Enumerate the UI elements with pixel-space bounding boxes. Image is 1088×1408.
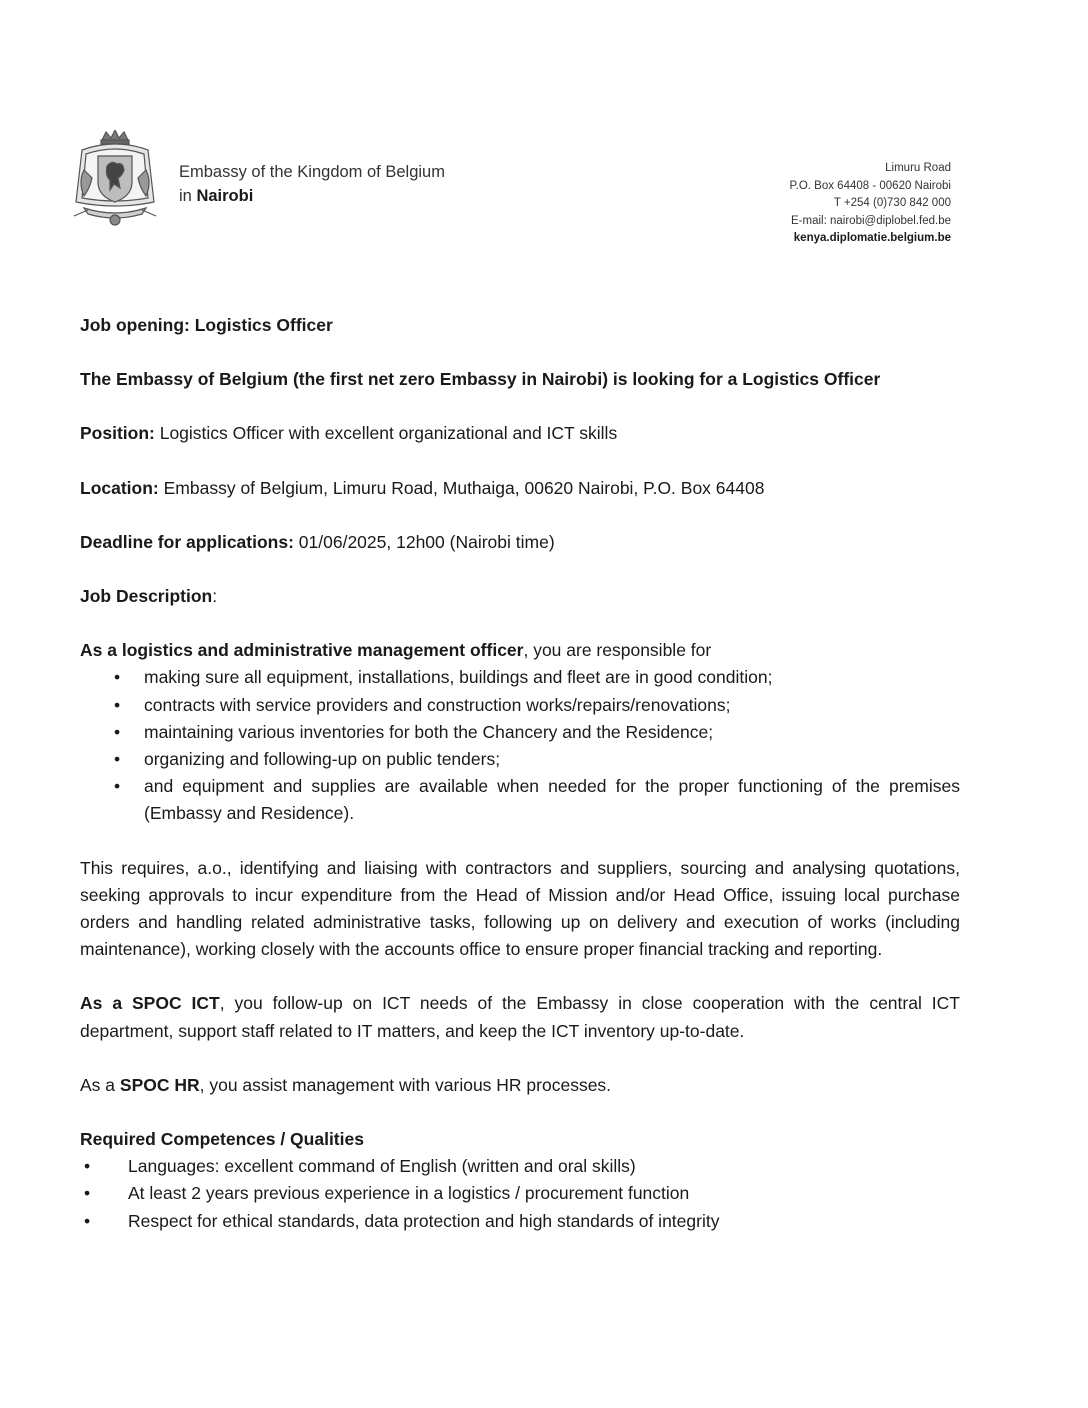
competences-heading: [80, 1126, 960, 1153]
job-description-label: Job Description: [80, 586, 213, 607]
position-value: Logistics Officer with excellent organizational and ICT skills: [154, 423, 618, 444]
list-item: • Respect for ethical standards, data protection and high standards of integrity: [80, 1208, 960, 1235]
spoc-hr-prefix: As a: [80, 1074, 120, 1095]
list-item: • and equipment and supplies are available when needed for the proper functioning of the premises (Embassy and Residence).: [80, 773, 960, 827]
competences-list: [80, 1153, 960, 1235]
embassy-name-line2: [179, 184, 445, 208]
deadline-line: [80, 529, 960, 556]
logistics-intro-rest: , you are responsible for: [523, 640, 712, 661]
embassy-name-prefix: in: [179, 187, 197, 205]
logistics-intro: [80, 637, 960, 664]
requires-paragraph: This requires, a.o., identifying and liaising with contractors and suppliers, sourcing and analysing quotations, seeking approvals to incur expenditure from the Head of Mission and/or Head Office, issuing local purchase orders and handling related administrative tasks, following up on delivery and execution of works (including maintenance), working closely with the accounts office to ensure proper financial tracking and reporting.: [80, 857, 960, 960]
contact-block: [789, 160, 951, 248]
list-item: • maintaining various inventories for both the Chancery and the Residence;: [80, 719, 960, 746]
spoc-ict-bold: As a SPOC ICT: [80, 993, 220, 1014]
contact-email: E-mail: nairobi@diplobel.fed.be: [791, 214, 951, 227]
contact-po-box: P.O. Box 64408 - 00620 Nairobi: [789, 179, 951, 192]
job-title-text: Job opening: Logistics Officer: [80, 315, 333, 335]
position-line: [80, 420, 960, 447]
spoc-hr-bold: SPOC HR: [119, 1074, 200, 1095]
competences-title: Required Competences / Qualities: [80, 1129, 364, 1150]
spoc-ict-rest: , you follow-up on ICT needs of the Embassy in close cooperation with the central ICT department, support staff related to IT matters, and keep the ICT inventory up-to-date.: [80, 993, 960, 1041]
embassy-city: Nairobi: [196, 187, 254, 205]
job-title: [80, 312, 960, 339]
list-item: • organizing and following-up on public tenders;: [80, 746, 960, 773]
job-posting-body: [80, 312, 960, 1235]
list-item: • contracts with service providers and construction works/repairs/renovations;: [80, 692, 960, 719]
spoc-hr-rest: , you assist management with various HR processes.: [199, 1074, 612, 1095]
job-description-heading: [80, 583, 960, 610]
list-item: • Languages: excellent command of English (written and oral skills): [80, 1153, 960, 1180]
location-line: [80, 475, 960, 502]
job-subtitle: [80, 366, 960, 393]
job-subtitle-text: The Embassy of Belgium (the first net zero Embassy in Nairobi) is looking for a Logistics Officer: [80, 369, 881, 390]
spoc-ict-paragraph: [80, 990, 960, 1044]
list-item: • At least 2 years previous experience in a logistics / procurement function: [80, 1180, 960, 1207]
logistics-intro-bold: As a logistics and administrative management officer: [80, 640, 524, 661]
contact-phone: T +254 (0)730 842 000: [833, 197, 951, 209]
job-description-colon: :: [212, 586, 218, 607]
contact-website: kenya.diplomatie.belgium.be: [793, 232, 951, 244]
spoc-hr-paragraph: [80, 1072, 960, 1099]
embassy-name: [179, 160, 445, 208]
list-item: • making sure all equipment, installations, buildings and fleet are in good condition;: [80, 664, 960, 691]
embassy-name-line1: Embassy of the Kingdom of Belgium: [179, 163, 445, 181]
location-label: Location:: [80, 477, 159, 498]
belgian-coat-of-arms-logo: [70, 130, 160, 228]
location-value: Embassy of Belgium, Limuru Road, Muthaiga, 00620 Nairobi, P.O. Box 64408: [158, 477, 765, 498]
deadline-value: 01/06/2025, 12h00 (Nairobi time): [293, 531, 555, 552]
position-label: Position:: [80, 423, 155, 444]
deadline-label: Deadline for applications:: [80, 531, 294, 552]
contact-address: Limuru Road: [885, 162, 951, 174]
responsibilities-list: [80, 664, 960, 827]
